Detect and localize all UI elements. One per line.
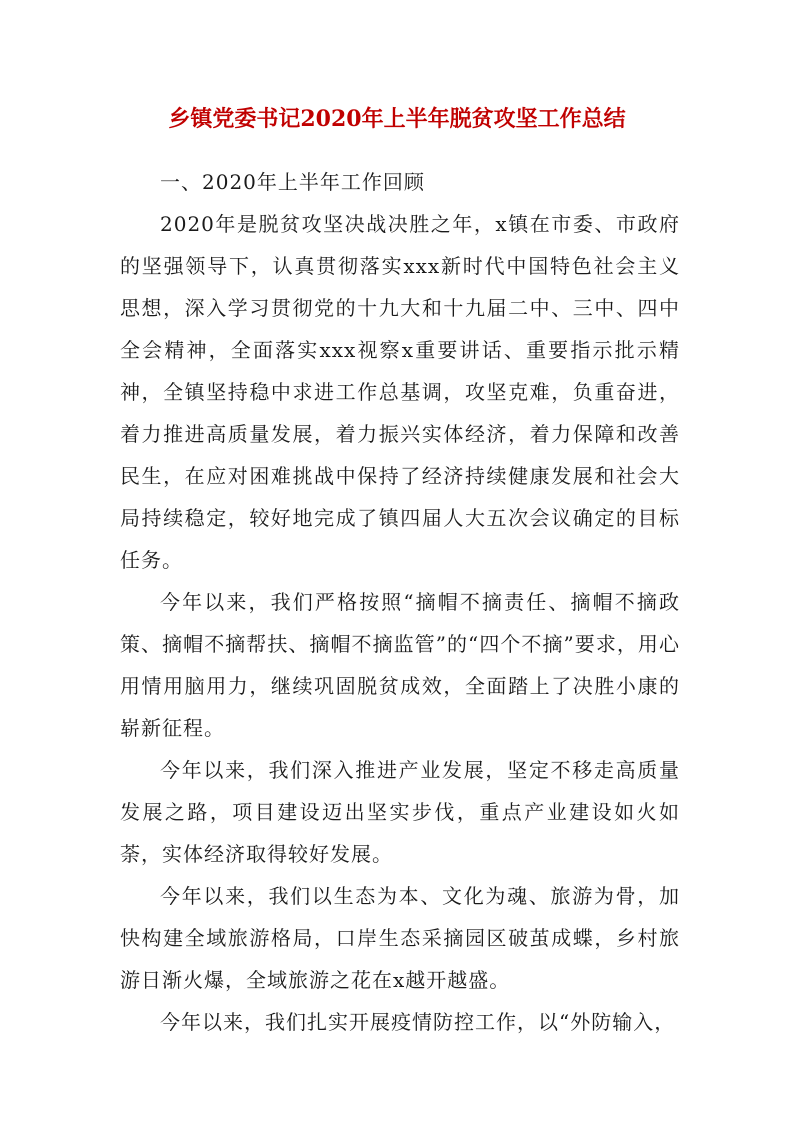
document-title: 乡镇党委书记2020年上半年脱贫攻坚工作总结 [168, 106, 626, 132]
paragraph-2: 今年以来，我们严格按照“摘帽不摘责任、摘帽不摘政策、摘帽不摘帮扶、摘帽不摘监管”的“四个不摘”要求，用心用情用脑用力，继续巩固脱贫成效，全面踏上了决胜小康的崭新征程。 [120, 590, 680, 740]
paragraph-1: 2020年是脱贫攻坚决战决胜之年，x镇在市委、市政府的坚强领导下，认真贯彻落实xxx新时代中国特色社会主义思想，深入学习贯彻党的十九大和十九届二中、三中、四中全会精神，全面落实xxx视察x重要讲话、重要指示批示精神，全镇坚持稳中求进工作总基调，攻坚克难，负重奋进，着力推进高质量发展，着力振兴实体经济，着力保障和改善民生，在应对困难挑战中保持了经济持续健康发展和社会大局持续稳定，较好地完成了镇四届人大五次会议确定的目标任务。 [120, 212, 680, 572]
paragraph-5: 今年以来，我们扎实开展疫情防控工作，以“外防输入， [160, 1010, 676, 1034]
document-body [120, 161, 680, 1043]
section-heading: 一、2020年上半年工作回顾 [160, 170, 425, 194]
paragraph-4: 今年以来，我们以生态为本、文化为魂、旅游为骨，加快构建全域旅游格局，口岸生态采摘园区破茧成蝶，乡村旅游日渐火爆，全域旅游之花在x越开越盛。 [120, 884, 680, 992]
paragraph-3: 今年以来，我们深入推进产业发展，坚定不移走高质量发展之路，项目建设迈出坚实步伐，重点产业建设如火如荼，实体经济取得较好发展。 [120, 758, 680, 866]
